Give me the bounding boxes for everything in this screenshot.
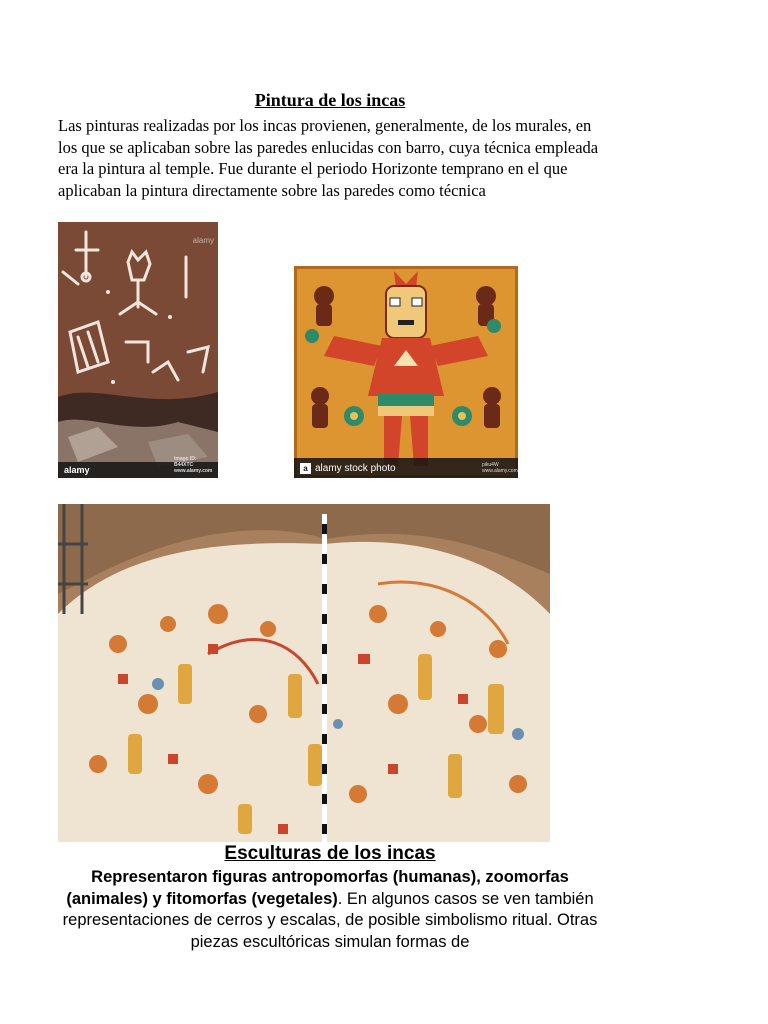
section-paragraph-sculpture xyxy=(58,867,602,953)
watermark-logo: alamy xyxy=(64,465,90,475)
section-title-sculpture: Esculturas de los incas xyxy=(224,843,436,864)
image-id: Image ID: B44XTC www.alamy.com xyxy=(174,456,213,474)
section-title-painting: Pintura de los incas xyxy=(254,90,406,110)
alamy-logo-icon: a xyxy=(300,463,311,474)
painting-illustration xyxy=(294,266,518,478)
plain-text: . En algunos casos se ven también representaciones de cerros y escalas, de posible simbolismo ritual. Otras piezas escultóricas simulan formas de xyxy=(62,889,598,951)
mural-illustration xyxy=(58,504,550,842)
mural-photo xyxy=(58,504,550,842)
petroglyph-illustration xyxy=(58,222,218,478)
image-id: piku4W www.alamy.com xyxy=(482,462,518,474)
side-watermark: alamy xyxy=(192,236,214,245)
watermark-bar xyxy=(294,458,518,478)
watermark-bar xyxy=(58,456,218,478)
inca-painting-photo xyxy=(294,266,518,478)
section-paragraph-painting: Las pinturas realizadas por los incas provienen, generalmente, de los murales, en los que se aplicaban sobre las paredes enlucidas con barro, cuya técnica empleada era la pintura al temple. Fue durante el periodo Horizonte temprano en el que aplicaban la pintura directamente sobre las paredes como técnica xyxy=(58,116,599,200)
petroglyph-photo xyxy=(58,222,218,478)
bold-text: Representaron figuras antropomorfas (humanas), zoomorfas (animales) y fitomorfas (vegetales) xyxy=(66,868,569,908)
watermark-text: alamy stock photo xyxy=(315,462,396,474)
